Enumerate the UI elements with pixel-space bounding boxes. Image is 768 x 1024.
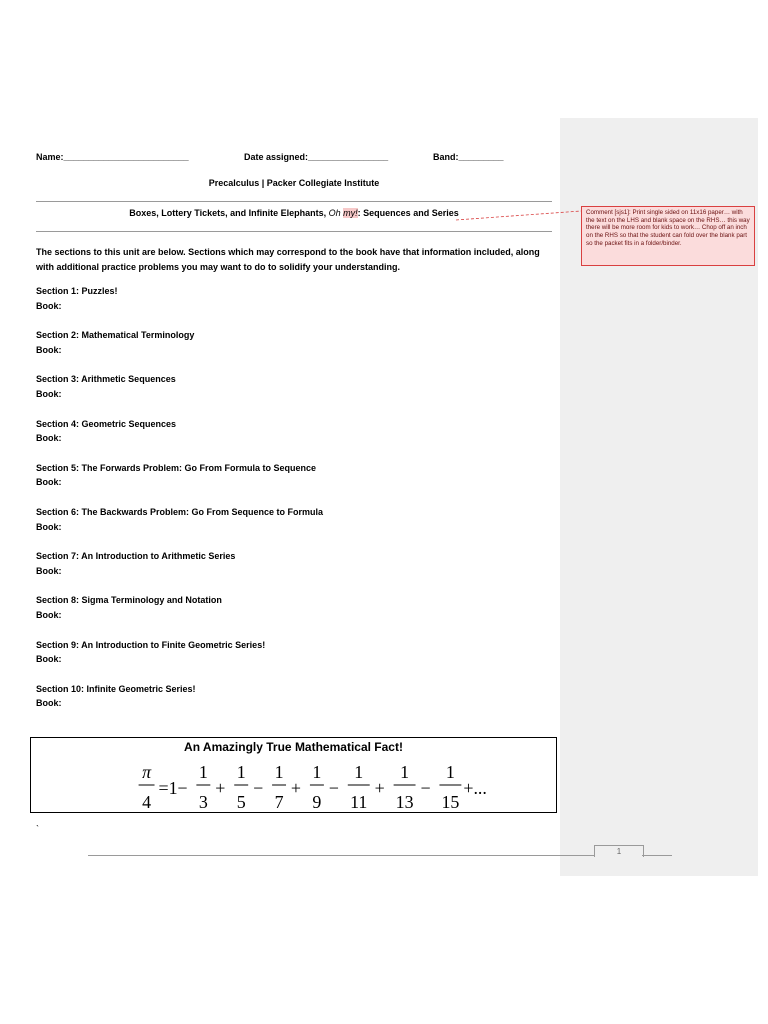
comment-anchor-highlight[interactable]: my! xyxy=(343,208,358,218)
section-item xyxy=(36,638,265,667)
section-item xyxy=(36,461,316,490)
section-book: Book: xyxy=(36,521,62,532)
pi-series-formula xyxy=(31,758,556,812)
course-subtitle: Precalculus | Packer Collegiate Institute xyxy=(208,178,380,188)
section-item xyxy=(36,328,194,357)
section-item xyxy=(36,682,196,711)
footer-rule-right xyxy=(642,855,672,856)
numerator-1: 1 xyxy=(198,762,208,783)
section-item xyxy=(36,593,222,622)
operator-sign: + xyxy=(290,777,302,798)
section-book: Book: xyxy=(36,698,62,709)
denominator: 11 xyxy=(350,791,368,812)
section-book: Book: xyxy=(36,477,62,488)
review-comment[interactable] xyxy=(581,206,755,266)
denominator: 3 xyxy=(198,791,208,812)
section-title: Section 4: Geometric Sequences xyxy=(36,418,177,429)
section-title: Section 1: Puzzles! xyxy=(36,286,118,296)
section-title: Section 7: An Introduction to Arithmetic Series xyxy=(36,551,236,562)
section-book: Book: xyxy=(36,654,62,665)
section-book: Book: xyxy=(36,344,62,355)
numerator-1: 1 xyxy=(400,762,410,783)
operator-sign: + xyxy=(215,777,226,798)
comment-text: Print single sided on 11x16 paper… with the text on the LHS and blank space on the RHS… this way there will be more room for kids to work… Chop off an inch on the RHS so that the student can fold over the blank part so the packet fits in a folder/binder. xyxy=(586,209,750,247)
section-title: Section 2: Mathematical Terminology xyxy=(36,330,195,341)
unit-title-part1: Boxes, Lottery Tickets, and Infinite Elephants, xyxy=(129,208,329,218)
denominator: 13 xyxy=(395,791,414,812)
section-book: Book: xyxy=(36,300,62,311)
numerator-1: 1 xyxy=(274,762,284,783)
denominator: 5 xyxy=(236,791,246,812)
section-title: Section 10: Infinite Geometric Series! xyxy=(36,683,196,694)
section-book: Book: xyxy=(36,565,62,576)
section-item xyxy=(36,372,176,401)
section-item xyxy=(36,549,235,578)
page-number: 1 xyxy=(594,845,644,857)
math-fact-box xyxy=(30,737,557,813)
date-assigned-field: Date assigned:________________ xyxy=(244,152,389,162)
section-item xyxy=(36,505,323,534)
comment-connector-line xyxy=(456,210,581,222)
numerator-1: 1 xyxy=(236,762,246,783)
operator-sign: + xyxy=(374,777,385,798)
equals-one: =1 xyxy=(158,777,178,798)
operator-sign: − xyxy=(177,777,188,798)
denominator: 7 xyxy=(274,791,284,812)
denominator: 15 xyxy=(441,791,460,812)
operator-sign: − xyxy=(253,777,264,798)
footer-rule xyxy=(88,855,594,856)
section-book: Book: xyxy=(36,433,62,444)
section-title: Section 9: An Introduction to Finite Geometric Series! xyxy=(36,639,266,650)
intro-paragraph: The sections to this unit are below. Sections which may correspond to the book have that information included, along with additional practice problems you may want to do to solidify your understanding. xyxy=(36,247,540,272)
section-title: Section 3: Arithmetic Sequences xyxy=(36,374,176,385)
section-book: Book: xyxy=(36,388,62,399)
band-field: Band:_________ xyxy=(433,152,504,162)
section-item xyxy=(36,417,176,446)
comment-label: Comment [sjs1]: xyxy=(586,209,631,216)
operator-sign: − xyxy=(420,777,431,798)
unit-title-oh: Oh xyxy=(328,208,344,218)
denominator: 9 xyxy=(312,791,322,812)
numerator-1: 1 xyxy=(354,762,364,783)
divider-top xyxy=(36,201,552,202)
operator-sign: − xyxy=(328,777,339,798)
divider-bottom xyxy=(36,231,552,232)
section-title: Section 6: The Backwards Problem: Go From Sequence to Formula xyxy=(36,507,324,517)
section-item xyxy=(36,284,118,313)
series-tail: +... xyxy=(463,777,487,798)
numerator-1: 1 xyxy=(312,762,322,783)
section-title: Section 5: The Forwards Problem: Go From Formula to Sequence xyxy=(36,462,317,473)
denominator-4: 4 xyxy=(142,791,152,812)
name-field: Name:_________________________ xyxy=(36,152,189,162)
unit-title-part2: : Sequences and Series xyxy=(357,208,459,218)
pi-symbol: π xyxy=(142,762,152,783)
math-fact-title: An Amazingly True Mathematical Fact! xyxy=(184,740,403,754)
section-title: Section 8: Sigma Terminology and Notation xyxy=(36,595,222,606)
numerator-1: 1 xyxy=(445,762,455,783)
stray-mark: ` xyxy=(36,824,39,834)
section-book: Book: xyxy=(36,609,62,620)
